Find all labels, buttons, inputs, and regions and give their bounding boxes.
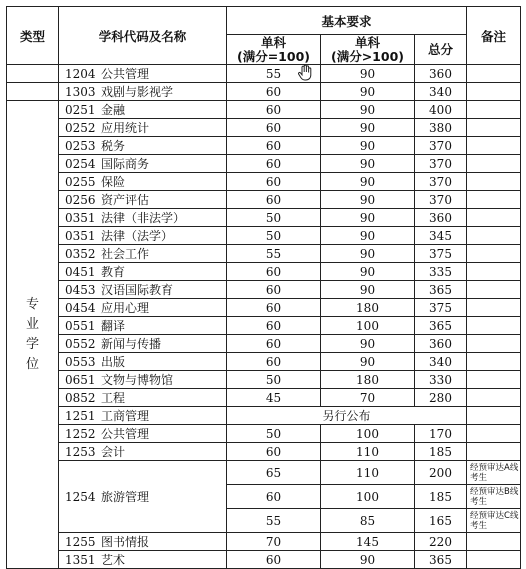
note-text: 经预审达C线考生 xyxy=(467,509,521,533)
single-100-score: 60 xyxy=(227,155,321,173)
single-100-score: 65 xyxy=(227,461,321,485)
total-score: 360 xyxy=(415,335,467,353)
single-gt100-score: 90 xyxy=(321,155,415,173)
subject-name: 翻译 xyxy=(101,319,126,333)
single-100-score: 50 xyxy=(227,371,321,389)
subject-code: 0453 xyxy=(65,283,96,297)
single-100-score: 50 xyxy=(227,425,321,443)
subject-name: 会计 xyxy=(101,445,126,459)
subject-name: 教育 xyxy=(101,265,126,279)
single-gt100-score: 90 xyxy=(321,227,415,245)
subject-code: 0255 xyxy=(65,175,96,189)
total-score: 375 xyxy=(415,245,467,263)
table-row xyxy=(7,299,521,317)
total-score: 370 xyxy=(415,155,467,173)
single-gt100-score: 90 xyxy=(321,191,415,209)
table-row xyxy=(7,461,521,485)
single-gt100-score: 90 xyxy=(321,83,415,101)
single-gt100-score: 90 xyxy=(321,65,415,83)
single-gt100-score: 90 xyxy=(321,137,415,155)
subject-code: 0351 xyxy=(65,211,96,225)
subject-name: 戏剧与影视学 xyxy=(101,85,174,99)
table-row xyxy=(7,263,521,281)
single-100-score: 60 xyxy=(227,263,321,281)
subject-name: 新闻与传播 xyxy=(101,337,162,351)
table-row xyxy=(7,101,521,119)
single-100-score: 60 xyxy=(227,335,321,353)
single-100-score: 60 xyxy=(227,83,321,101)
subject-name: 艺术 xyxy=(101,553,126,567)
single-gt100-score: 110 xyxy=(321,461,415,485)
table-row xyxy=(7,245,521,263)
requirements-table xyxy=(6,6,521,569)
subject-name: 保险 xyxy=(101,175,126,189)
single-100-score: 55 xyxy=(227,509,321,533)
subject-code: 0251 xyxy=(65,103,96,117)
single-gt100-score: 85 xyxy=(321,509,415,533)
single-100-score: 50 xyxy=(227,227,321,245)
single-gt100-score: 90 xyxy=(321,353,415,371)
subject-code: 0253 xyxy=(65,139,96,153)
table-row xyxy=(7,425,521,443)
single-gt100-score: 90 xyxy=(321,281,415,299)
subject-code: 1252 xyxy=(65,427,96,441)
single-100-score: 60 xyxy=(227,353,321,371)
category-label: 专业学位 xyxy=(7,101,59,569)
subject-name: 法律（法学） xyxy=(101,229,174,243)
subject-code: 0451 xyxy=(65,265,96,279)
single-gt100-score: 180 xyxy=(321,371,415,389)
subject-name: 应用心理 xyxy=(101,301,150,315)
total-score: 370 xyxy=(415,137,467,155)
table-row xyxy=(7,137,521,155)
subject-code: 1253 xyxy=(65,445,96,459)
single-gt100-score: 100 xyxy=(321,425,415,443)
total-score: 170 xyxy=(415,425,467,443)
table-row xyxy=(7,281,521,299)
subject-code: 0454 xyxy=(65,301,96,315)
subject-code: 0551 xyxy=(65,319,96,333)
header-single-gt100: 单科 (满分>100) xyxy=(321,35,415,65)
subject-code: 0553 xyxy=(65,355,96,369)
table-row xyxy=(7,389,521,407)
subject-code: 1351 xyxy=(65,553,96,567)
table-row xyxy=(7,83,521,101)
total-score: 220 xyxy=(415,533,467,551)
total-score: 365 xyxy=(415,317,467,335)
subject-code: 0852 xyxy=(65,391,96,405)
subject-code: 1254 xyxy=(65,490,96,504)
subject-name: 公共管理 xyxy=(101,427,150,441)
total-score: 165 xyxy=(415,509,467,533)
single-100-score: 45 xyxy=(227,389,321,407)
total-score: 200 xyxy=(415,461,467,485)
page xyxy=(6,6,521,569)
single-gt100-score: 90 xyxy=(321,263,415,281)
note-text: 经预审达B线考生 xyxy=(467,485,521,509)
subject-code: 0552 xyxy=(65,337,96,351)
single-gt100-score: 70 xyxy=(321,389,415,407)
total-score: 400 xyxy=(415,101,467,119)
header-single-100: 单科 (满分=100) xyxy=(227,35,321,65)
subject-name: 工程 xyxy=(101,391,126,405)
table-row xyxy=(7,155,521,173)
subject-code: 0256 xyxy=(65,193,96,207)
header-total: 总分 xyxy=(415,35,467,65)
subject-code: 0351 xyxy=(65,229,96,243)
single-100-score: 60 xyxy=(227,485,321,509)
single-gt100-score: 90 xyxy=(321,173,415,191)
single-100-score: 60 xyxy=(227,137,321,155)
single-gt100-score: 145 xyxy=(321,533,415,551)
table-row xyxy=(7,443,521,461)
hand-cursor-icon xyxy=(296,64,314,82)
table-row xyxy=(7,551,521,569)
single-100-score: 55 xyxy=(227,65,321,83)
subject-code: 1251 xyxy=(65,409,96,423)
single-100-score: 60 xyxy=(227,191,321,209)
total-score: 360 xyxy=(415,65,467,83)
single-100-score: 60 xyxy=(227,101,321,119)
total-score: 365 xyxy=(415,551,467,569)
subject-name: 图书情报 xyxy=(101,535,150,549)
total-score: 375 xyxy=(415,299,467,317)
table-row xyxy=(7,371,521,389)
total-score: 380 xyxy=(415,119,467,137)
single-gt100-score: 90 xyxy=(321,335,415,353)
subject-name: 汉语国际教育 xyxy=(101,283,174,297)
note-text: 经预审达A线考生 xyxy=(467,461,521,485)
single-100-score: 50 xyxy=(227,209,321,227)
total-score: 185 xyxy=(415,443,467,461)
total-score: 370 xyxy=(415,191,467,209)
single-100-score: 70 xyxy=(227,533,321,551)
subject-name: 税务 xyxy=(101,139,126,153)
total-score: 185 xyxy=(415,485,467,509)
single-100-score: 60 xyxy=(227,281,321,299)
single-100-score: 55 xyxy=(227,245,321,263)
single-100-score: 60 xyxy=(227,443,321,461)
professional-degree-section xyxy=(7,101,521,569)
table-row xyxy=(7,65,521,83)
subject-code: 1255 xyxy=(65,535,96,549)
single-100-score: 60 xyxy=(227,317,321,335)
single-gt100-score: 100 xyxy=(321,485,415,509)
total-score: 370 xyxy=(415,173,467,191)
total-score: 365 xyxy=(415,281,467,299)
subject-name: 出版 xyxy=(101,355,126,369)
total-score: 335 xyxy=(415,263,467,281)
single-gt100-score: 90 xyxy=(321,551,415,569)
single-100-score: 60 xyxy=(227,173,321,191)
single-100-score: 60 xyxy=(227,551,321,569)
subject-name: 文物与博物馆 xyxy=(101,373,174,387)
subject-name: 工商管理 xyxy=(101,409,150,423)
header-subject: 学科代码及名称 xyxy=(59,7,227,65)
subject-name: 金融 xyxy=(101,103,126,117)
subject-code: 0651 xyxy=(65,373,96,387)
subject-name: 公共管理 xyxy=(101,67,150,81)
total-score: 340 xyxy=(415,353,467,371)
subject-name: 旅游管理 xyxy=(101,490,150,504)
subject-name: 国际商务 xyxy=(101,157,150,171)
subject-code: 0252 xyxy=(65,121,96,135)
single-gt100-score: 90 xyxy=(321,209,415,227)
total-score: 360 xyxy=(415,209,467,227)
total-score: 345 xyxy=(415,227,467,245)
subject-name: 社会工作 xyxy=(101,247,150,261)
header-basic-requirements: 基本要求 xyxy=(227,7,467,35)
total-score: 340 xyxy=(415,83,467,101)
table-row xyxy=(7,173,521,191)
table-row xyxy=(7,353,521,371)
subject-name: 应用统计 xyxy=(101,121,150,135)
single-gt100-score: 90 xyxy=(321,119,415,137)
single-gt100-score: 90 xyxy=(321,245,415,263)
table-row xyxy=(7,533,521,551)
single-100-score: 60 xyxy=(227,299,321,317)
table-row xyxy=(7,191,521,209)
header-type: 类型 xyxy=(7,7,59,65)
to-be-announced: 另行公布 xyxy=(227,407,467,425)
single-100-score: 60 xyxy=(227,119,321,137)
total-score: 280 xyxy=(415,389,467,407)
table-row xyxy=(7,407,521,425)
subject-name: 法律（非法学） xyxy=(101,211,186,225)
table-row xyxy=(7,119,521,137)
single-gt100-score: 90 xyxy=(321,101,415,119)
single-gt100-score: 110 xyxy=(321,443,415,461)
single-gt100-score: 100 xyxy=(321,317,415,335)
subject-name: 资产评估 xyxy=(101,193,150,207)
subject-code: 0254 xyxy=(65,157,96,171)
subject-code: 1204 xyxy=(65,67,96,81)
single-gt100-score: 180 xyxy=(321,299,415,317)
subject-code: 1303 xyxy=(65,85,96,99)
header-note: 备注 xyxy=(467,7,521,65)
table-row xyxy=(7,317,521,335)
subject-code: 0352 xyxy=(65,247,96,261)
total-score: 330 xyxy=(415,371,467,389)
table-row xyxy=(7,209,521,227)
table-row xyxy=(7,335,521,353)
table-row xyxy=(7,227,521,245)
